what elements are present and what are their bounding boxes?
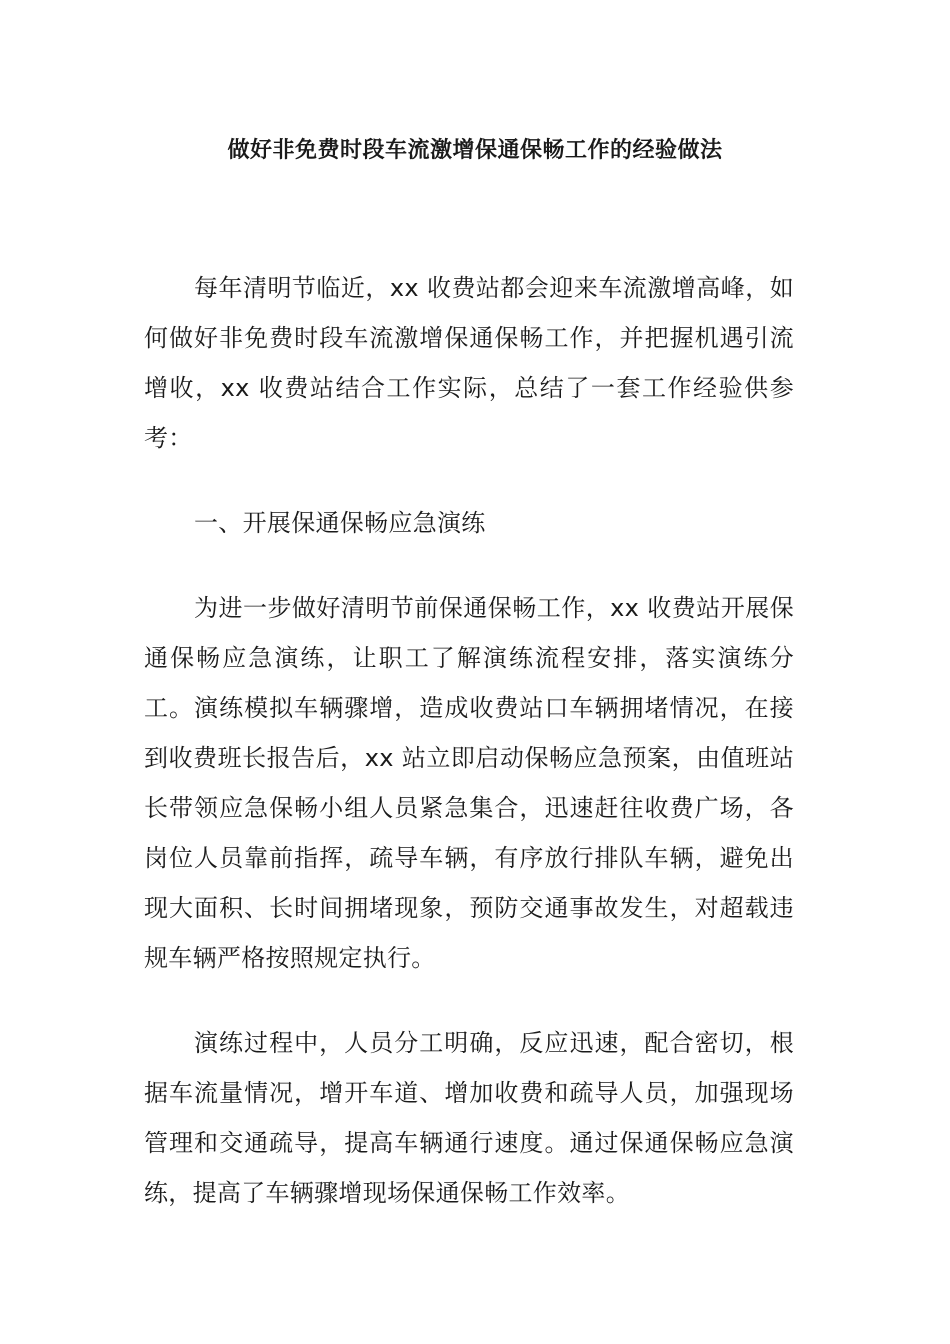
- drill-paragraph: 为进一步做好清明节前保通保畅工作，xx 收费站开展保通保畅应急演练，让职工了解演练流程安排，落实演练分工。演练模拟车辆骤增，造成收费站口车辆拥堵情况，在接到收费班长报告后，xx 站立即启动保畅应急预案，由值班站长带领应急保畅小组人员紧急集合，迅速赶往收费广场，各岗位人员靠前指挥，疏导车辆，有序放行排队车辆，避免出现大面积、长时间拥堵现象，预防交通事故发生，对超载违规车辆严格按照规定执行。: [144, 594, 794, 972]
- document-title: 做好非免费时段车流激增保通保畅工作的经验做法: [227, 138, 723, 163]
- result-paragraph: 演练过程中，人员分工明确，反应迅速，配合密切，根据车流量情况，增开车道、增加收费和疏导人员，加强现场管理和交通疏导，提高车辆通行速度。通过保通保畅应急演练，提高了车辆骤增现场保通保畅工作效率。: [144, 1029, 794, 1207]
- section-heading: 一、开展保通保畅应急演练: [194, 509, 486, 537]
- intro-paragraph: 每年清明节临近，xx 收费站都会迎来车流激增高峰，如何做好非免费时段车流激增保通保畅工作，并把握机遇引流增收，xx 收费站结合工作实际，总结了一套工作经验供参考：: [144, 274, 794, 452]
